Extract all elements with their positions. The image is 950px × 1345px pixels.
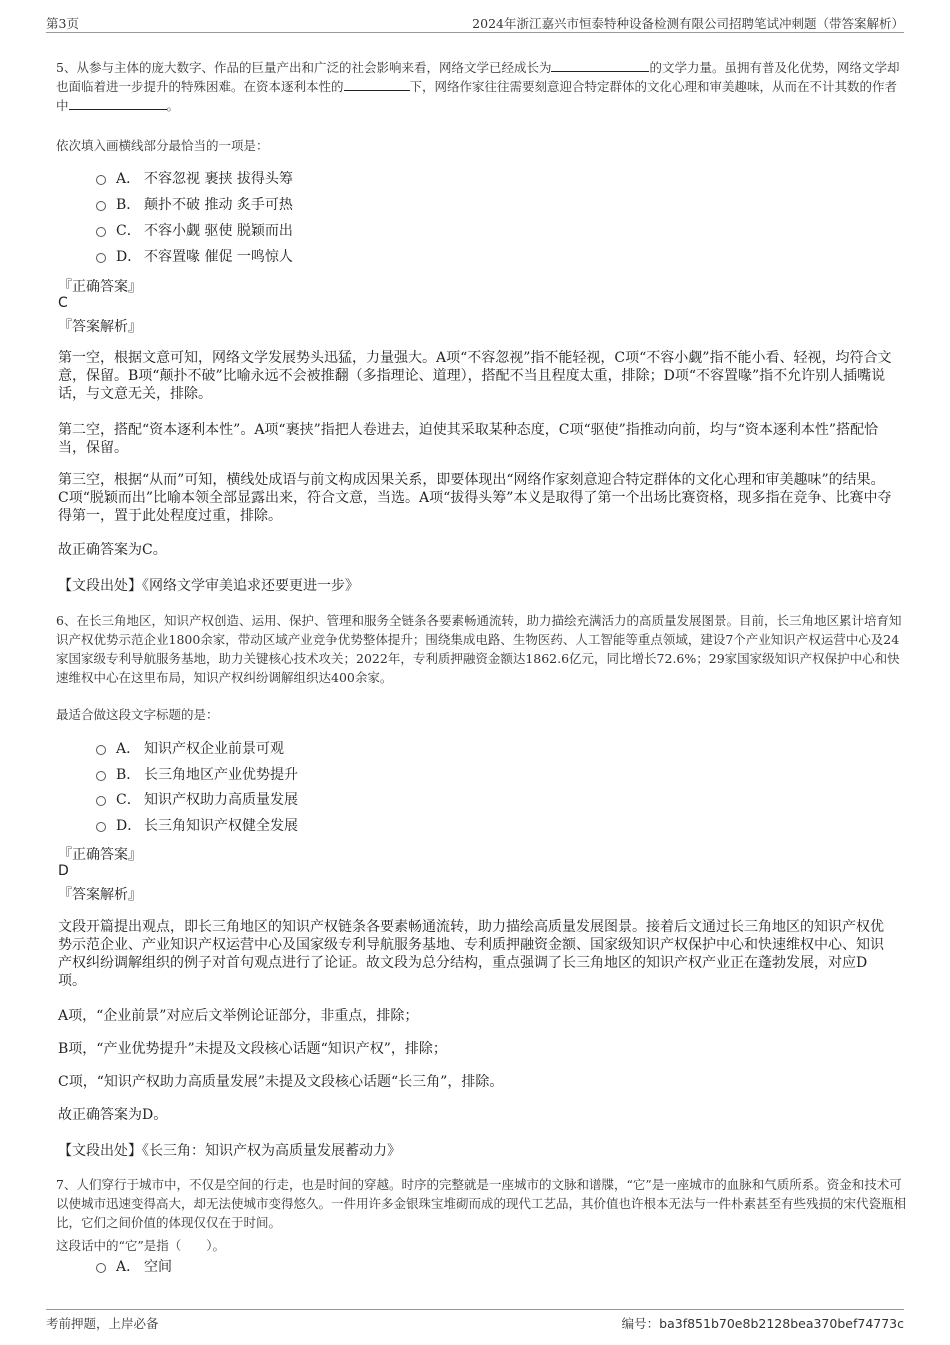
- analysis-paragraph: 第二空，搭配“资本逐利本性”。A项“裹挟”指把人卷进去，迫使其采取某种态度，C项“驱使”指推动向前，均与“资本逐利本性”搭配恰当，保留。: [58, 422, 879, 456]
- radio-icon[interactable]: [96, 771, 106, 781]
- analysis-label: 『答案解析』: [58, 887, 142, 903]
- question-6-text: 6、在长三角地区，知识产权创造、运用、保护、管理和服务全链条各要素畅通流转，助力描绘充满活力的高质量发展图景。目前，长三角地区累计培育知识产权优势示范企业1800余家，带动区域产业竞争优势整体提升；围绕集成电路、生物医药、人工智能等重点领域，建设7个产业知识产权运营中心及24家国家级专利导航服务基地，助力关键核心技术攻关；2022年，专利质押融资金额达1862.6亿元，同比增长72.6%；29家国家级知识产权保护中心和快速维权中心在这里布局，知识产权纠纷调解组织达400余家。: [56, 613, 902, 685]
- radio-icon[interactable]: [96, 1263, 106, 1273]
- page-header: [46, 12, 904, 33]
- radio-icon[interactable]: [96, 227, 106, 237]
- analysis-paragraph: 第三空，根据“从而”可知，横线处成语与前文构成因果关系，即要体现出“网络作家刻意迎合特定群体的文化心理和审美趣味”的结果。C项“脱颖而出”比喻本领全部显露出来，符合文意，当选。A项“拔得头筹”本义是取得了第一个出场比赛资格，现多指在竞争、比赛中夺得第一，置于此处程度过重，排除。: [58, 472, 892, 524]
- source-citation: 【文段出处】《网络文学审美追求还要更进一步》: [58, 578, 359, 594]
- correct-answer-label: 『正确答案』: [58, 847, 142, 863]
- question-5-option-b[interactable]: B． 颠扑不破 推动 炙手可热: [96, 195, 293, 215]
- radio-icon[interactable]: [96, 796, 106, 806]
- correct-answer-value: C: [58, 295, 68, 311]
- question-6-prompt: 最适合做这段文字标题的是：: [56, 707, 219, 722]
- question-5-prompt: 依次填入画横线部分最恰当的一项是：: [56, 138, 269, 153]
- question-5-option-d[interactable]: D． 不容置喙 催促 一鸣惊人: [96, 247, 293, 267]
- question-5-option-c[interactable]: C． 不容小觑 驱使 脱颖而出: [96, 221, 293, 241]
- document-code: 编号：ba3f851b70e8b2128bea370bef74773c: [621, 1316, 904, 1331]
- blank-1: [551, 58, 649, 72]
- question-6-option-a[interactable]: A． 知识产权企业前景可观: [96, 739, 284, 759]
- analysis-paragraph: 文段开篇提出观点，即长三角地区的知识产权链条各要素畅通流转，助力描绘高质量发展图景。接着后文通过长三角地区的知识产权优势示范企业、产业知识产权运营中心及国家级专利导航服务基地、专利质押融资金额、国家级知识产权保护中心和快速维权中心、知识产权纠纷调解组织的例子对首句观点进行了论证。故文段为总分结构，重点强调了长三角地区的知识产权产业正在蓬勃发展，对应D项。: [58, 919, 884, 989]
- analysis-conclusion: 故正确答案为C。: [58, 542, 167, 558]
- blank-3: [69, 96, 167, 110]
- analysis-paragraph: B项，“产业优势提升”未提及文段核心话题“知识产权”，排除；: [58, 1041, 447, 1057]
- footer-slogan: 考前押题，上岸必备: [46, 1316, 159, 1331]
- question-7-text: 7、人们穿行于城市中，不仅是空间的行走，也是时间的穿越。时序的完整就是一座城市的文脉和谱牒，“它”是一座城市的血脉和气质所系。资金和技术可以使城市迅速变得高大，却无法使城市变得悠久。一件用许多金银珠宝堆砌而成的现代工艺品，其价值也许根本无法与一件朴素甚至有些残损的宋代瓷瓶相比，它们之间价值的体现仅仅在于时间。: [56, 1177, 907, 1230]
- radio-icon[interactable]: [96, 822, 106, 832]
- analysis-label: 『答案解析』: [58, 319, 142, 335]
- correct-answer-label: 『正确答案』: [58, 279, 142, 295]
- analysis-paragraph: C项，“知识产权助力高质量发展”未提及文段核心话题“长三角”，排除。: [58, 1074, 504, 1090]
- question-6-option-b[interactable]: B． 长三角地区产业优势提升: [96, 765, 298, 785]
- blank-2: [344, 77, 410, 91]
- analysis-paragraph: 第一空，根据文意可知，网络文学发展势头迅猛，力量强大。A项“不容忽视”指不能轻视，C项“不容小觑”指不能小看、轻视，均符合文意，保留。B项“颠扑不破”比喻永远不会被推翻（多指理论、道理），搭配不当且程度太重，排除；D项“不容置喙”指不允许别人插嘴说话，与文意无关，排除。: [58, 350, 892, 402]
- question-5-option-a[interactable]: A． 不容忽视 裹挟 拔得头筹: [96, 169, 293, 189]
- question-6-option-d[interactable]: D． 长三角知识产权健全发展: [96, 816, 298, 836]
- question-7-option-a[interactable]: A． 空间: [96, 1257, 172, 1277]
- page-number: 第3页: [46, 16, 79, 31]
- source-citation: 【文段出处】《长三角：知识产权为高质量发展蓄动力》: [58, 1143, 401, 1159]
- question-6-option-c[interactable]: C． 知识产权助力高质量发展: [96, 790, 298, 810]
- radio-icon[interactable]: [96, 745, 106, 755]
- page-footer: [46, 1309, 904, 1334]
- radio-icon[interactable]: [96, 175, 106, 185]
- radio-icon[interactable]: [96, 253, 106, 263]
- question-5-text: 5、从参与主体的庞大数字、作品的巨量产出和广泛的社会影响来看，网络文学已经成长为 的文学力量。虽拥有普及化优势，网络文学却也面临着进一步提升的特殊困难。在资本逐利本性的 下，网络作家往往需要刻意迎合特定群体的文化心理和审美趣味，从而在不计其数的作者中 。: [56, 60, 900, 113]
- analysis-conclusion: 故正确答案为D。: [58, 1107, 168, 1123]
- document-title: 2024年浙江嘉兴市恒泰特种设备检测有限公司招聘笔试冲刺题（带答案解析）: [472, 16, 904, 31]
- question-7-prompt: 这段话中的“它”是指（ ）。: [56, 1238, 226, 1253]
- correct-answer-value: D: [58, 863, 69, 879]
- analysis-paragraph: A项，“企业前景”对应后文举例论证部分，非重点，排除；: [58, 1008, 419, 1024]
- radio-icon[interactable]: [96, 201, 106, 211]
